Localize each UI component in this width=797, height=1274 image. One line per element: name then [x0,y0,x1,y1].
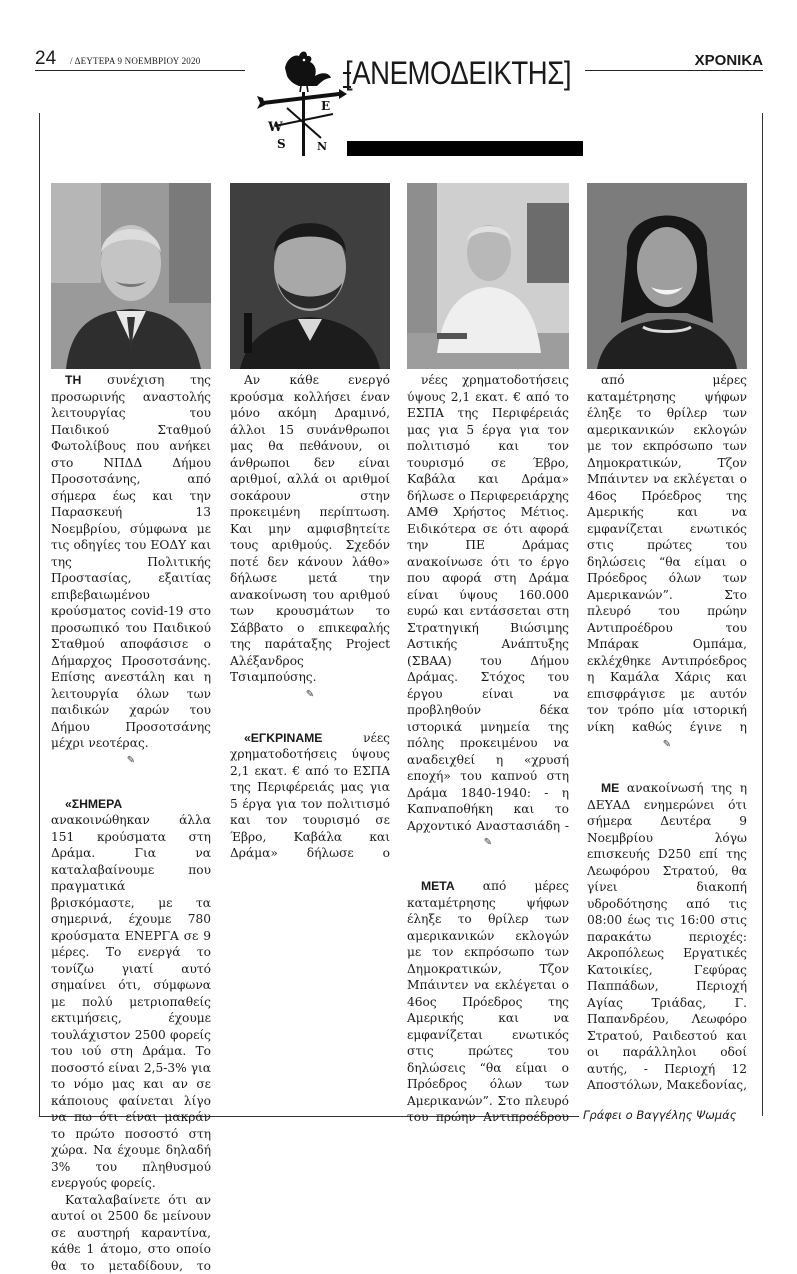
article-text: ανακοίνωσή της η ΔΕΥΑΔ ενημερώνει ότι σήμερα Δευτέρα 9 Νοεμβρίου λόγω επισκευής D250 επί της Λεωφόρου Στρατού, θα γίνει διακοπή υδροδότησης από τις 08:00 έως τις 16:00 στις παρακάτω περιοχές: Ακροπόλεως Εργατικές Κατοικίες, Γεφύρας Παππάδων, Περιοχή Αγίας Τριάδας, Γ. Παπανδρέου, Λεωφόρο Στρατού, Ραιδεστού και οι παράλληλοι οδοί αυτής, - Περιοχή 12 Αποστόλων, Μακεδονίας, [587,781,747,1092]
article-text: Αν κάθε ενεργό κρούσμα κολλήσει έναν μόνο ακόμη Δραμινό, άλλοι 15 συνάνθρωποι μας θα πεθάνουν, οι άνθρωποι δεν είναι αριθμοί, αλλά οι αριθμοί σοκάρουν στην προκειμένη περίπτωση. Και μην αμφισβητείτε τους αριθμούς. Σχεδόν ποτέ δεν κάνουν λάθο» δήλωσε μετά την ανακοίνωση του αριθμού των κρουσμάτων το Σάββατο ο επικεφαλής της παράταξης Project Αλέξανδρος Τσιαμπούσης. [230,373,390,684]
page-number: 24 [35,48,57,69]
section-name: ΧΡΟΝΙΚΑ [694,52,763,69]
article-espa-funding [230,730,390,862]
article-us-elections [407,878,569,1126]
svg-text:N: N [317,140,328,153]
article-text: από μέρες καταμέτρησης ψήφων έληξε το θρίλερ των αμερικανικών εκλογών με τον εκπρόσωπο των Δημοκρατικών, Τζον Μπάιντεν να εκλέγεται ο 46ος Πρόεδρος της Αμερικής και να εμφανίζεται ενωτικός στις πρώτες του δηλώσεις “θα είμαι ο Πρόεδρος όλων των Αμερικανών”. Στο πλευρό του πρώην Αντιπροέδρου του Μπάρακ Ομπάμα, εκλέχθηκε Αντιπρόεδρος η Καμάλα Χάρις και επισφράγισε με αυτόν τον τρόπο μία ιστορική νίκη καθώς έγινε η [587,373,747,734]
separator-pen: ✎ [305,688,315,700]
photo-woman-smiling [587,183,747,369]
article-covid-drama-cont [51,1192,211,1274]
article-covid-drama [51,796,211,1192]
article-lead: ΜΕΤΑ [421,879,455,893]
svg-text:W: W [268,120,283,135]
byline: Γράφει ο Βαγγέλης Ψωμάς [583,1108,737,1122]
separator-pen: ✎ [662,739,672,750]
article-text: από μέρες καταμέτρησης ψήφων έληξε το θρίλερ των αμερικανικών εκλογών με τον εκπρόσωπο των Δημοκρατικών, Τζον Μπάιντεν να εκλέγεται ο 46ος Πρόεδρος της Αμερικής και να εμφανίζεται ενωτικός στις πρώτες του δηλώσεις “θα είμαι ο Πρόεδρος όλων των Αμερικανών”. Στο πλευρό του πρώην Αντιπροέδρου [407,879,569,1124]
column-2 [230,372,390,862]
svg-text:S: S [277,137,286,151]
photo-man-gray-hair [51,183,211,369]
article-lead: ΜΕ [601,781,620,795]
article-espa-funding-cont [407,372,569,834]
photo-man-beard [230,183,390,369]
article-text: ανακοινώθηκαν άλλα 151 κρούσματα στη Δράμα. Για να καταλαβαίνουμε που πραγματικά βρισκόμαστε, με τα σημερινά, έχουμε 780 κρούσματα ΕΝΕΡΓΑ σε 9 μέρες. Το ενεργά το τονίζω γιατί αυτό σημαίνει ότι, σύμφωνα με πολύ μετριοπαθείς εκτιμήσεις, έχουμε τουλάχιστον 2500 φορείς του ιού στη Δράμα. Το ποσοστό είναι 2,5-3% για το νόμο μας και αν σε κάποιους φαίνεται λίγο να πω ότι είναι μακράν το πρώτο ποσοστό στη χώρα. Να έχουμε δηλαδή 3% του πληθυσμού ενεργούς φορείς. [51,813,211,1190]
article-text: νέες χρηματοδοτήσεις ύψους 2,1 εκατ. € από το ΕΣΠΑ της Περιφέρειάς μας για 5 έργα για τον πολιτισμό και τον τουρισμό σε Έβρο, Καβάλα και Δράμα» δήλωσε ο [230,730,390,860]
article-us-elections-cont [587,372,747,736]
svg-text:E: E [321,99,331,113]
header-rule-left [35,70,245,71]
column-3 [407,372,569,1126]
header-rule-right [585,70,763,71]
column-title: [ΑΝΕΜΟΔΕΙΚΤΗΣ] [345,55,572,91]
article-water-cut [587,780,747,1096]
article-covid-drama-p3 [230,372,390,686]
column-4 [587,372,747,1096]
article-text: Καταλαβαίνετε ότι αν αυτοί οι 2500 δε μείνουν σε αυστηρή καραντίνα, κάθε 1 άτομο, στο οποίο θα το μεταδίδουν, το [51,1192,211,1273]
article-text: συνέχιση της προσωρινής αναστολής λειτουργίας του Παιδικού Σταθμού Φωτολίβους που ανήκει στο ΝΠΔΔ Δήμου Προσοτσάνης, από σήμερα έως και την Παρασκευή 13 Νοεμβρίου, σύμφωνα με τις οδηγίες του ΕΟΔΥ και της Πολιτικής Προστασίας, εξαιτίας επιβεβαιωμένου κρούσματος covid-19 στο προσωπικό του Παιδικού Σταθμού αποφάσισε ο Δήμαρχος Προσοτσάνης. Επίσης ανεστάλη και η λειτουργία όλων των παιδικών χαρών του Δήμου Προσοτσάνης μέχρι νεοτέρας. [51,373,211,750]
article-text: νέες χρηματοδοτήσεις ύψους 2,1 εκατ. € από το ΕΣΠΑ της Περιφέρειάς μας για 5 έργα για τον πολιτισμό και τον τουρισμό σε Έβρο, Καβάλα και Δράμα» δήλωσε ο Περιφερειάρχης ΑΜΘ Χρήστος Μέτιος. Ειδικότερα σε ότι αφορά την ΠΕ Δράμας ανακοίνωσε ότι το έργο που αφορά στη Δράμα είναι ύψους 160.000 ευρώ και εντάσσεται στη Στρατηγική Βιώσιμης Αστικής Ανάπτυξης (ΣΒΑΑ) του Δήμου Δράμας. Στόχος του έργου είναι να προβληθούν δέκα ιστορικά μνημεία της πόλης προκειμένου να αναδειχθεί η «χρυσή εποχή» του καπνού στη Δράμα 1840-1940: - η Καπναποθήκη και το Αρχοντικό Αναστασιάδη - [407,373,569,833]
column-1 [51,372,211,1274]
issue-date: / ΔΕΥΤΕΡΑ 9 ΝΟΕΜΒΡΙΟΥ 2020 [70,56,201,66]
article-kindergarten [51,372,211,752]
article-lead: «ΕΓΚΡΙΝΑΜΕ [244,730,323,745]
photo-man-at-desk [407,183,569,369]
article-lead: «ΣΗΜΕΡΑ [65,796,123,811]
separator-pen: ✎ [126,754,136,766]
article-lead: ΤΗ [65,373,82,387]
separator-pen: ✎ [483,837,493,848]
